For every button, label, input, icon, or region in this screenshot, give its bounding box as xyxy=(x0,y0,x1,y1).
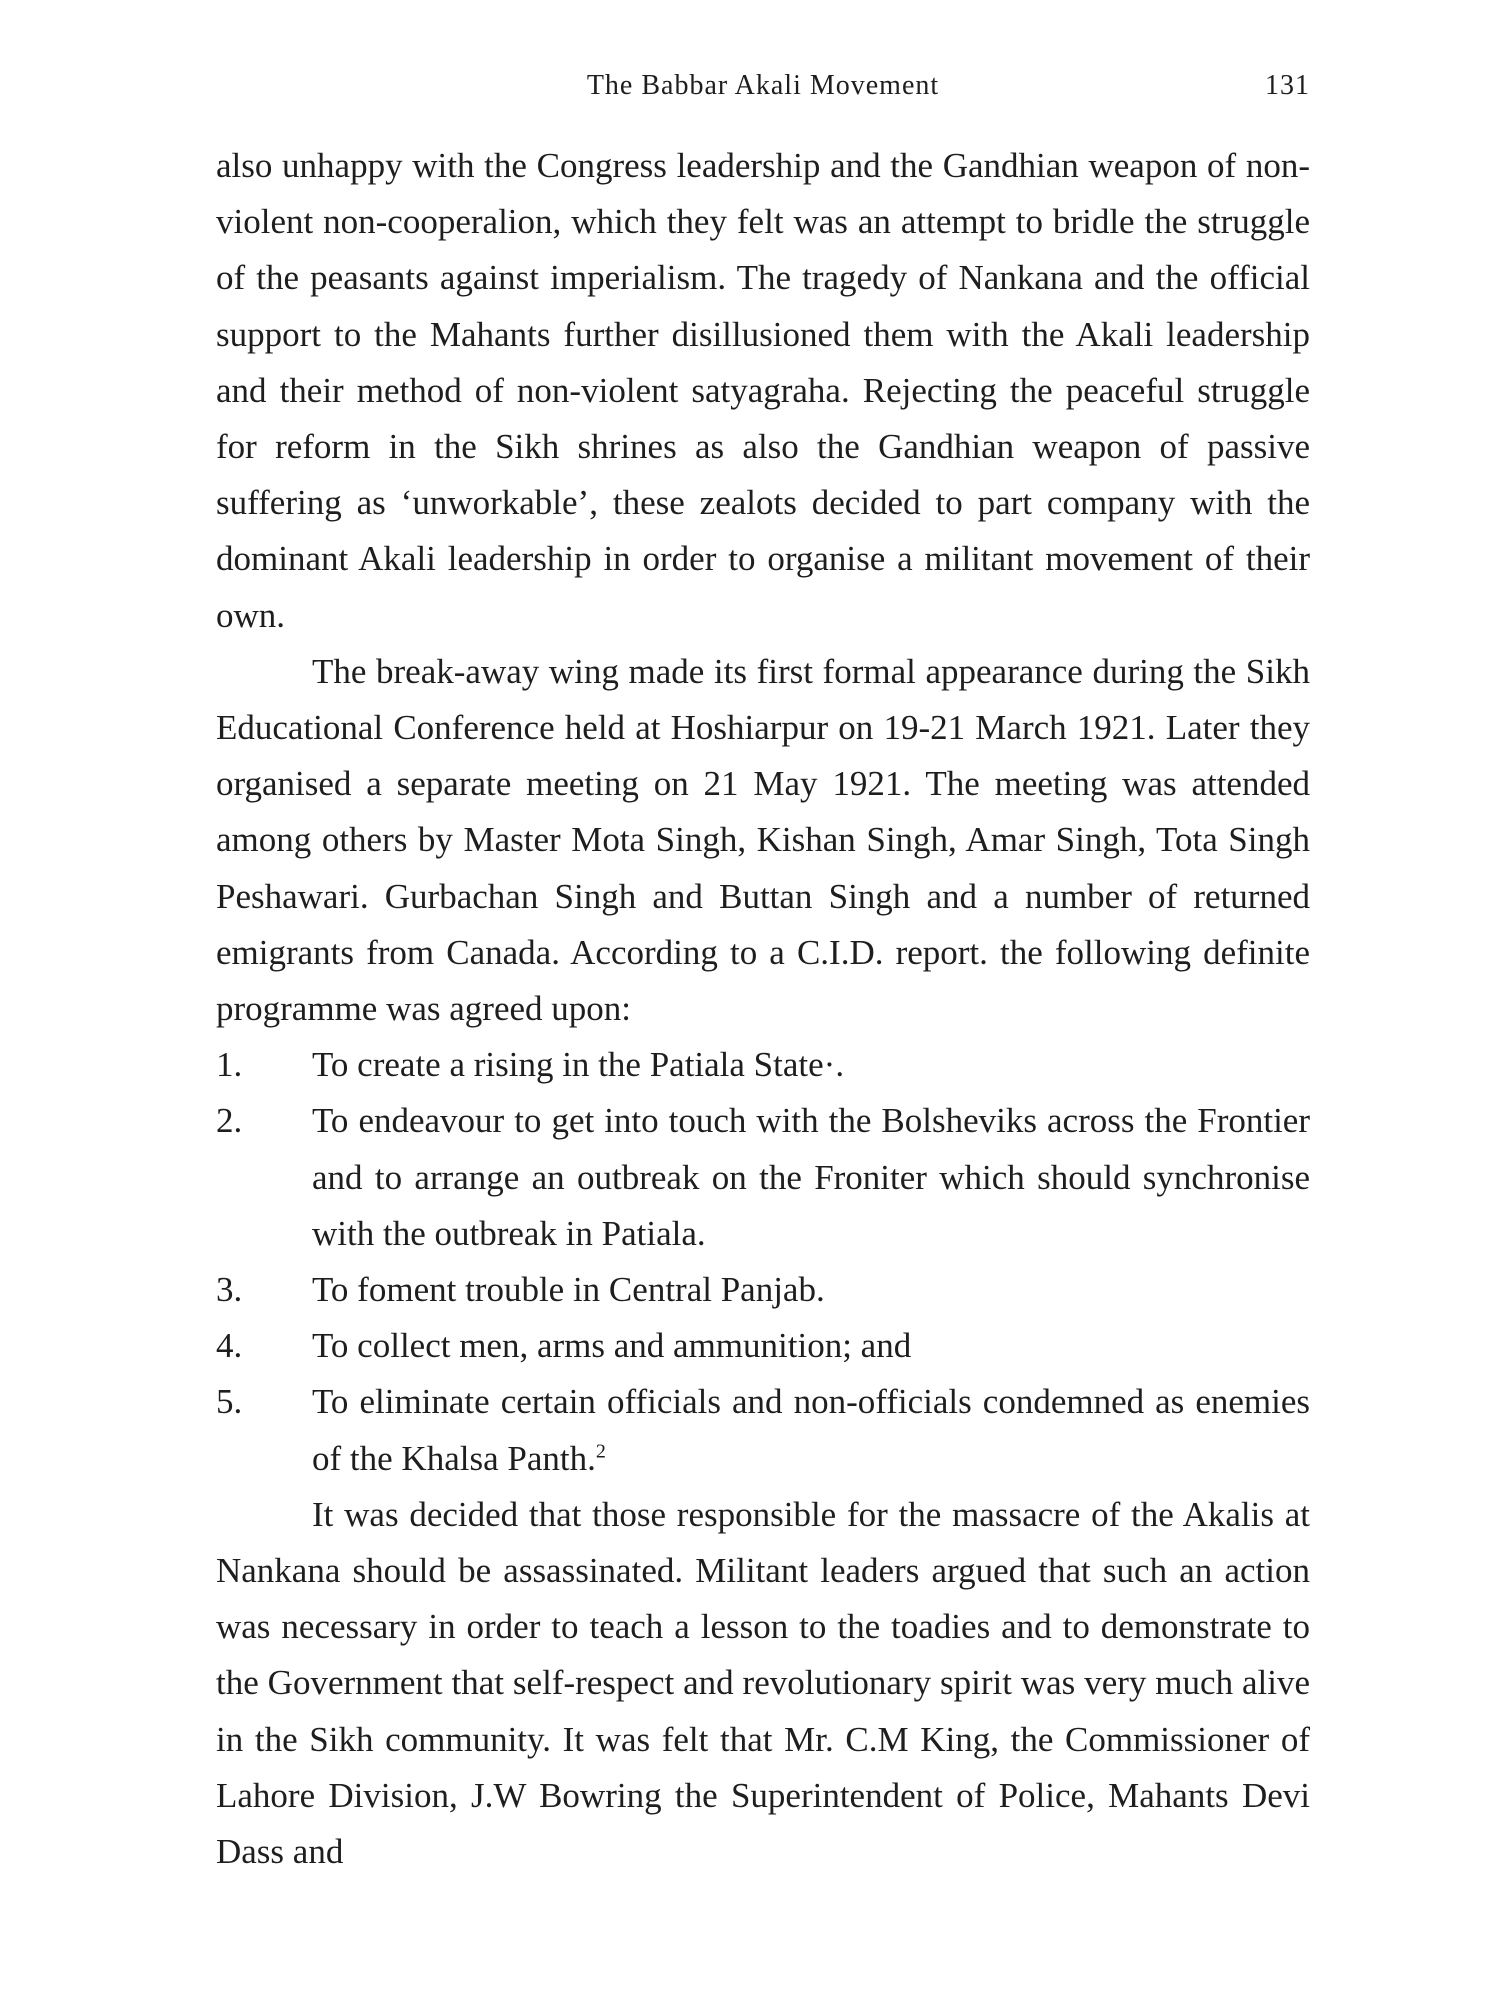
list-item-number: 2. xyxy=(216,1101,243,1141)
list-item-text: To eliminate certain officials and non-officials condemned as enemies of the Khalsa Panth. xyxy=(312,1382,1310,1478)
running-head xyxy=(216,70,1310,110)
list-item-number: 4. xyxy=(216,1326,243,1366)
list-item xyxy=(216,1037,1310,1093)
running-title: The Babbar Akali Movement xyxy=(586,70,940,101)
paragraph-continued: also unhappy with the Congress leadership and the Gandhian weapon of non-violent non-cooperalion, which they felt was an attempt to bridle the struggle of the peasants against imperialism. The tragedy of Nankana and the official support to the Mahants further disillusioned them with the Akali leadership and their method of non-violent satyagraha. Rejecting the peaceful struggle for reform in the Sikh shrines as also the Gandhian weapon of passive suffering as ‘unworkable’, these zealots decided to part company with the dominant Akali leadership in order to organise a militant movement of their own. xyxy=(216,146,1310,635)
paragraph-assassination-decision: It was decided that those responsible for the massacre of the Akalis at Nankana should be assassinated. Militant leaders argued that such an action was necessary in order to teach a lesson to the toadies and to demonstrate to the Government that self-respect and revolutionary spirit was very much alive in the Sikh community. It was felt that Mr. C.M King, the Commissioner of Lahore Division, J.W Bowring the Superintendent of Police, Mahants Devi Dass and xyxy=(216,1494,1310,1872)
list-item-text: To endeavour to get into touch with the Bolsheviks across the Frontier and to arrange an outbreak on the Froniter which should synchronise with the outbreak in Patiala. xyxy=(312,1101,1310,1253)
list-item xyxy=(216,1093,1310,1262)
list-item-text: To foment trouble in Central Panjab. xyxy=(312,1270,825,1310)
page-number: 131 xyxy=(1265,70,1310,101)
paragraph-break-away-wing: The break-away wing made its first formal appearance during the Sikh Educational Conference held at Hoshiarpur on 19-21 March 1921. Later they organised a separate meeting on 21 May 1921. The meeting was attended among others by Master Mota Singh, Kishan Singh, Amar Singh, Tota Singh Peshawari. Gurbachan Singh and Buttan Singh and a number of returned emigrants from Canada. According to a C.I.D. report. the following definite programme was agreed upon: xyxy=(216,651,1310,1029)
list-item xyxy=(216,1318,1310,1374)
list-item-number: 5. xyxy=(216,1382,243,1422)
list-item xyxy=(216,1262,1310,1318)
list-item-number: 3. xyxy=(216,1270,243,1310)
body-text xyxy=(216,138,1310,1880)
list-item-number: 1. xyxy=(216,1045,243,1085)
footnote-reference[interactable]: 2 xyxy=(595,1440,606,1463)
list-item-text-with-footnote xyxy=(312,1374,1310,1486)
programme-list xyxy=(216,1037,1310,1487)
list-item-text: To collect men, arms and ammunition; and xyxy=(312,1326,912,1366)
list-item-text: To create a rising in the Patiala State·. xyxy=(312,1045,845,1085)
list-item xyxy=(216,1374,1310,1486)
